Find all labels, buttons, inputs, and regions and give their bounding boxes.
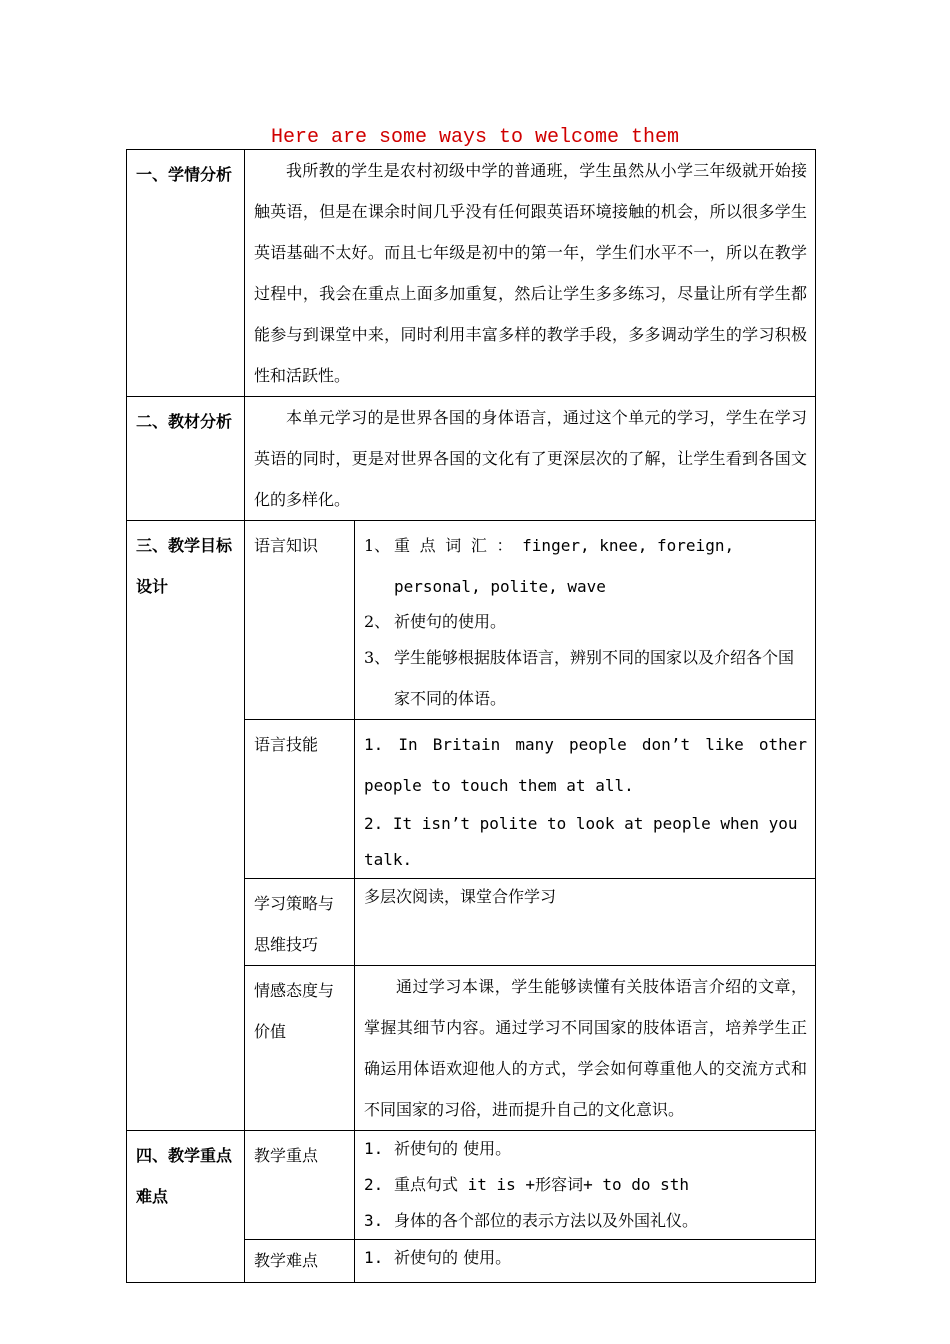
knowledge-cell xyxy=(355,521,816,720)
key-point-text: 身体的各个部位的表示方法以及外国礼仪。 xyxy=(394,1211,699,1230)
material-analysis-text: 本单元学习的是世界各国的身体语言，通过这个单元的学习，学生在学习英语的同时，更是对世界各国的文化有了更深层次的了解，让学生看到各国文化的多样化。 xyxy=(254,408,808,509)
skills-item: 1. In Britain many people don’t like other people to touch them at all. xyxy=(364,735,808,795)
key-points-label: 教学重点 xyxy=(245,1131,355,1240)
key-point-number: 2. xyxy=(364,1175,384,1194)
knowledge-item xyxy=(364,607,807,637)
difficulty-cell xyxy=(355,1240,816,1283)
key-point-item xyxy=(364,1167,807,1203)
section-heading-material-analysis: 二、教材分析 xyxy=(127,397,245,521)
strategy-label: 学习策略与思维技巧 xyxy=(245,879,355,966)
key-point-item xyxy=(364,1131,807,1167)
knowledge-item-text: 祈使句的使用。 xyxy=(394,612,507,631)
objective-knowledge-row xyxy=(127,521,816,720)
attitude-text: 通过学习本课，学生能够读懂有关肢体语言介绍的文章，掌握其细节内容。通过学习不同国家的肢体语言，培养学生正确运用体语欢迎他人的方式，学会如何尊重他人的交流方式和不同国家的习俗，进而提升自己的文化意识。 xyxy=(364,977,808,1119)
knowledge-item-number: 2、 xyxy=(364,612,391,631)
skills-label: 语言技能 xyxy=(245,720,355,879)
section-learner-analysis xyxy=(127,150,816,397)
attitude-cell xyxy=(355,966,816,1131)
key-point-text: 重点句式 it is +形容词+ to do sth xyxy=(394,1175,690,1194)
knowledge-item xyxy=(364,525,807,607)
key-points-row xyxy=(127,1131,816,1240)
skills-item: 2. It isn’t polite to look at people when you talk. xyxy=(364,814,798,869)
section-material-analysis xyxy=(127,397,816,521)
learner-analysis-text: 我所教的学生是农村初级中学的普通班，学生虽然从小学三年级就开始接触英语，但是在课余时间几乎没有任何跟英语环境接触的机会，所以很多学生英语基础不太好。而且七年级是初中的第一年，学生们水平不一，所以在教学过程中，我会在重点上面多加重复，然后让学生多多练习，尽量让所有学生都能参与到课堂中来，同时利用丰富多样的教学手段，多多调动学生的学习积极性和活跃性。 xyxy=(254,161,808,385)
section-heading-key-difficult: 四、教学重点难点 xyxy=(127,1131,245,1283)
knowledge-item-number: 3、 xyxy=(364,648,391,667)
knowledge-item-text: 重 点 词 汇 ： finger, knee, foreign, personal, polite, wave xyxy=(394,536,735,596)
key-points-cell xyxy=(355,1131,816,1240)
knowledge-item-number: 1、 xyxy=(364,536,391,555)
key-point-number: 1. xyxy=(364,1139,384,1158)
material-analysis-cell xyxy=(245,397,816,521)
difficulty-number: 1. xyxy=(364,1248,384,1267)
strategy-text: 多层次阅读，课堂合作学习 xyxy=(355,879,816,966)
difficulty-item xyxy=(364,1240,807,1276)
section-heading-objectives: 三、教学目标设计 xyxy=(127,521,245,1131)
attitude-label: 情感态度与价值 xyxy=(245,966,355,1131)
skills-cell xyxy=(355,720,816,879)
key-point-number: 3. xyxy=(364,1211,384,1230)
knowledge-item xyxy=(364,637,807,719)
knowledge-label: 语言知识 xyxy=(245,521,355,720)
lesson-plan-table xyxy=(126,149,816,1283)
document-title: Here are some ways to welcome them xyxy=(270,126,680,149)
key-point-item xyxy=(364,1203,807,1239)
key-point-text: 祈使句的 使用。 xyxy=(394,1139,512,1158)
difficulty-text: 祈使句的 使用。 xyxy=(394,1248,512,1267)
section-heading-learner-analysis: 一、学情分析 xyxy=(127,150,245,397)
knowledge-item-text: 学生能够根据肢体语言，辨别不同的国家以及介绍各个国家不同的体语。 xyxy=(394,648,795,708)
learner-analysis-cell xyxy=(245,150,816,397)
difficulty-label: 教学难点 xyxy=(245,1240,355,1283)
